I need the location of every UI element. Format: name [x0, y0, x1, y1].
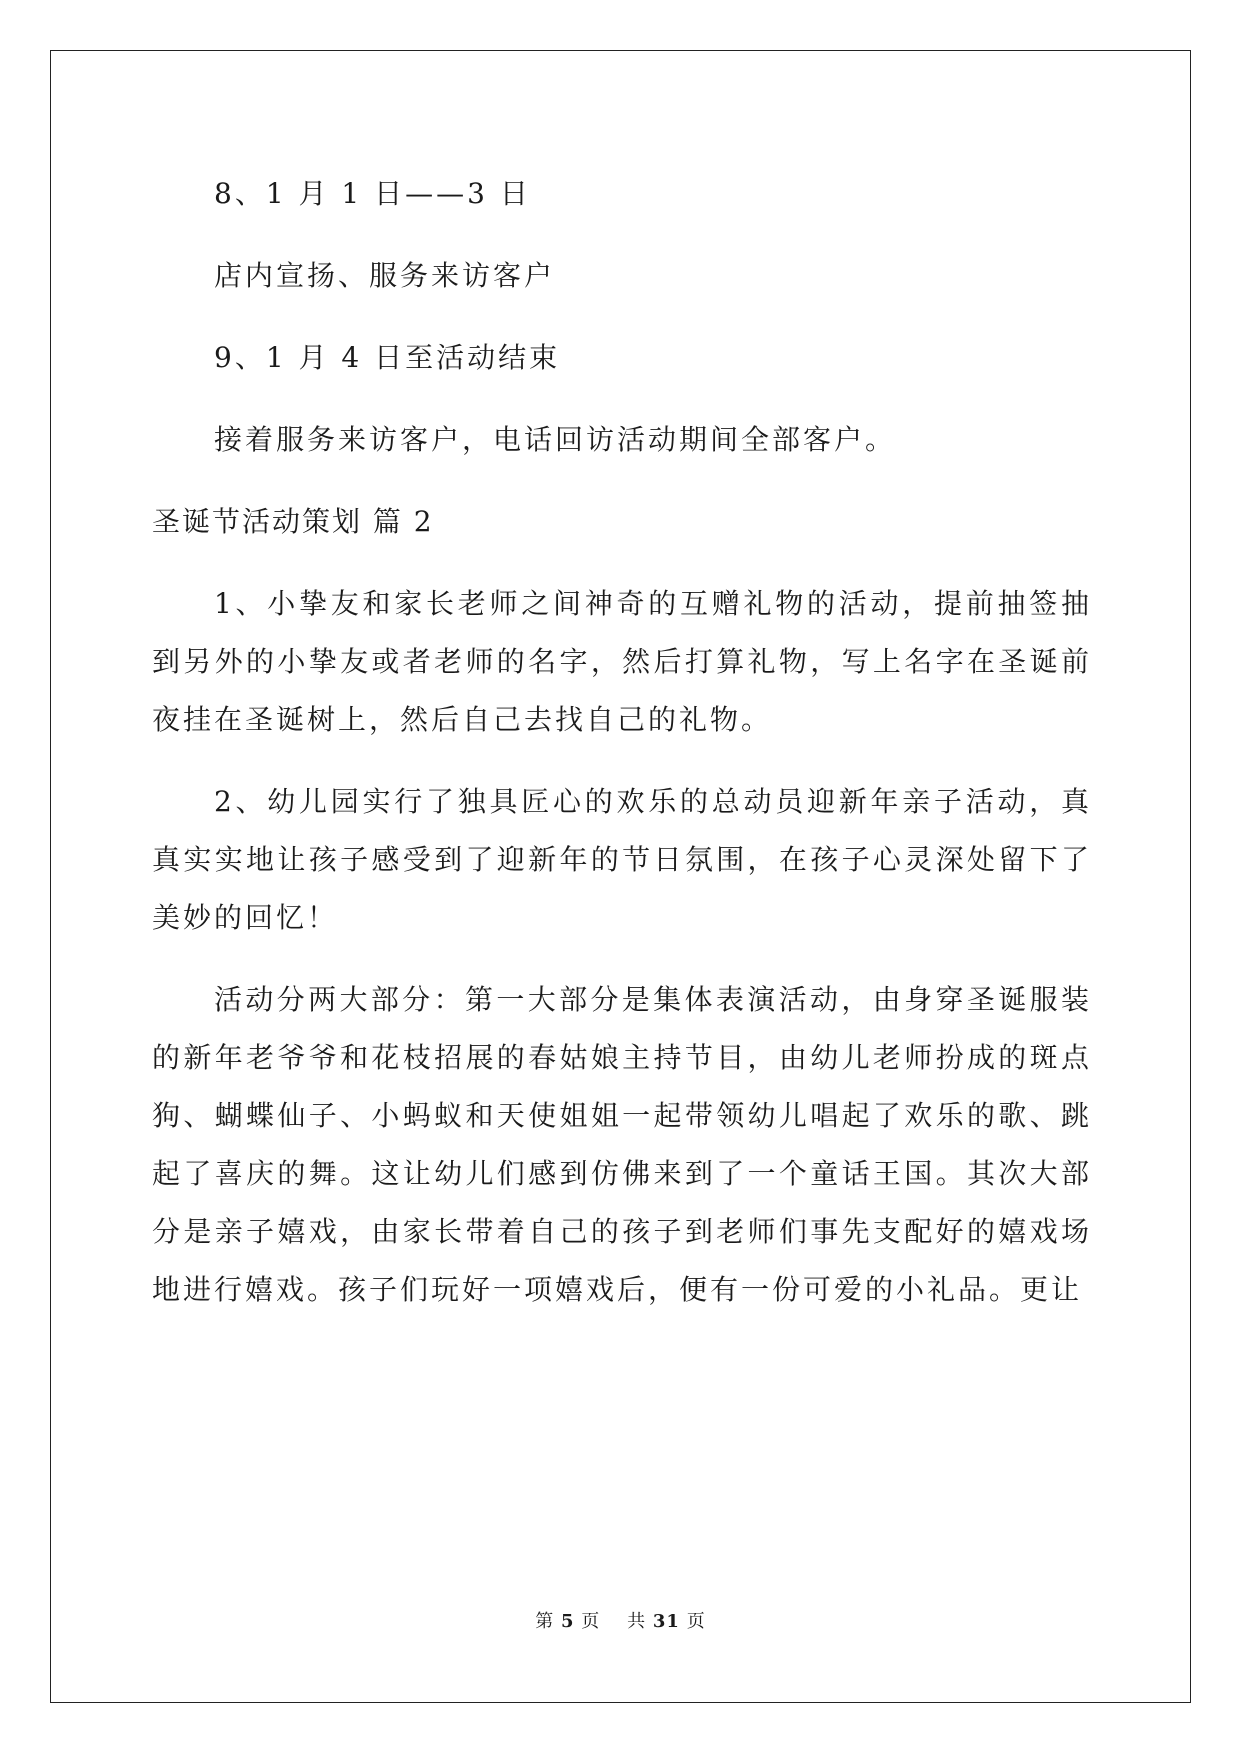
page-footer — [0, 1607, 1241, 1633]
paragraph-new-year-event: 2、幼儿园实行了独具匠心的欢乐的总动员迎新年亲子活动，真真实实地让孩子感受到了迎新年的节日氛围，在孩子心灵深处留下了美妙的回忆！ — [152, 785, 1092, 934]
schedule-item-8: 8、1 月 1 日——3 日 — [214, 177, 531, 210]
schedule-item-9: 9、1 月 4 日至活动结束 — [214, 341, 561, 374]
schedule-item-8-detail: 店内宣扬、服务来访客户 — [214, 259, 556, 292]
current-page-number: 5 — [561, 1611, 575, 1632]
footer-suffix: 页 — [686, 1611, 706, 1632]
section-heading: 圣诞节活动策划 篇 2 — [152, 505, 434, 538]
paragraph-gift-exchange: 1、小挚友和家长老师之间神奇的互赠礼物的活动，提前抽签抽到另外的小挚友或者老师的名字，然后打算礼物，写上名字在圣诞前夜挂在圣诞树上，然后自己去找自己的礼物。 — [152, 587, 1092, 736]
paragraph-activity-parts: 活动分两大部分：第一大部分是集体表演活动，由身穿圣诞服装的新年老爷爷和花枝招展的春姑娘主持节目，由幼儿老师扮成的斑点狗、蝴蝶仙子、小蚂蚁和天使姐姐一起带领幼儿唱起了欢乐的歌、跳起了喜庆的舞。这让幼儿们感到仿佛来到了一个童话王国。其次大部分是亲子嬉戏，由家长带着自己的孩子到老师们事先支配好的嬉戏场地进行嬉戏。孩子们玩好一项嬉戏后，便有一份可爱的小礼品。更让 — [152, 983, 1092, 1306]
footer-prefix: 第 — [535, 1611, 555, 1632]
footer-middle: 页 共 — [581, 1611, 647, 1632]
total-page-count: 31 — [652, 1611, 680, 1632]
document-body — [152, 165, 1092, 1343]
schedule-item-9-detail: 接着服务来访客户，电话回访活动期间全部客户。 — [214, 423, 897, 456]
